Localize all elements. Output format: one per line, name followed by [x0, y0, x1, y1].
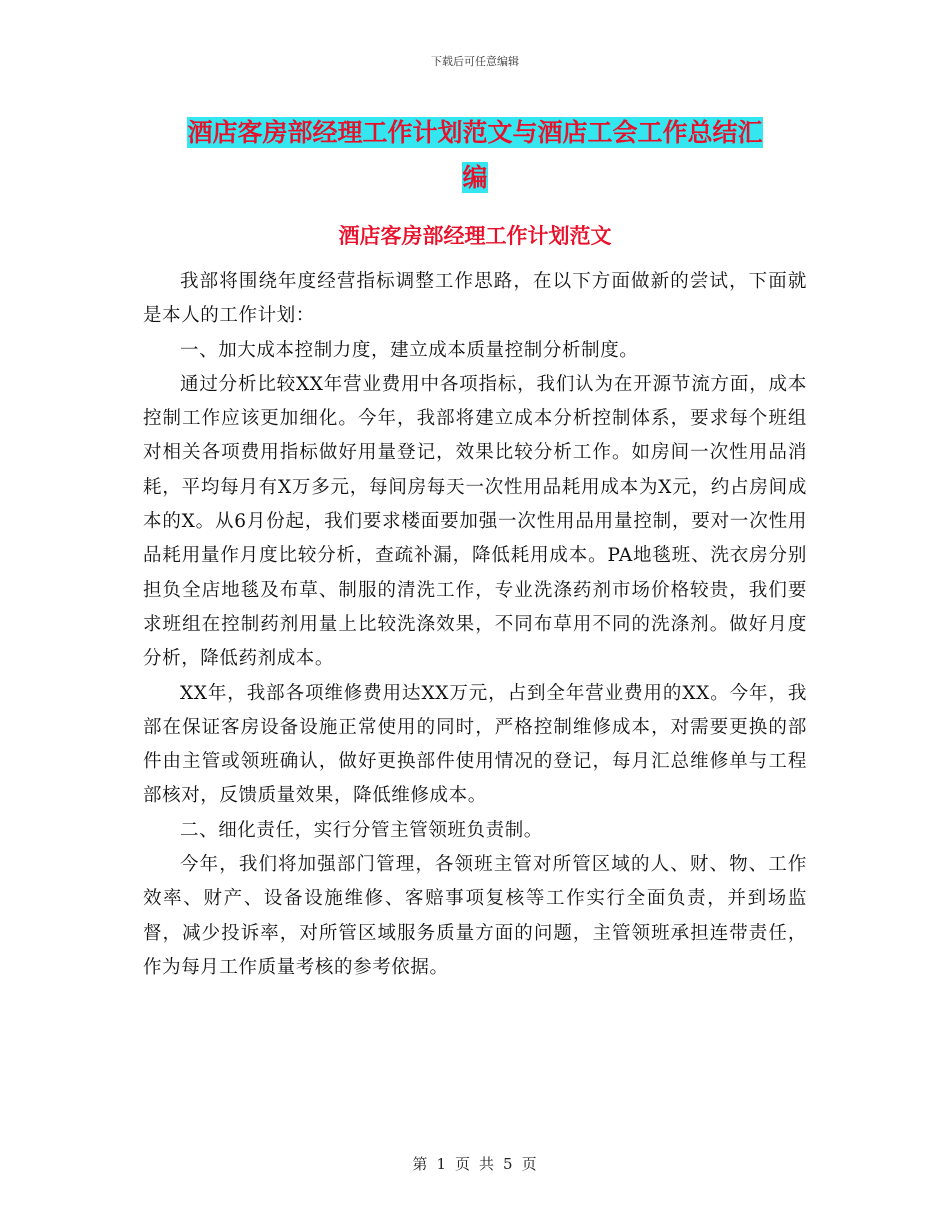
footer-total-label: 共	[479, 1155, 496, 1173]
paragraph: 一、加大成本控制力度，建立成本质量控制分析制度。	[180, 339, 639, 361]
paragraph: XX年，我部各项维修费用达XX万元，占到全年营业费用的XX。今年，我部在保证客房设备设施正常使用的同时，严格控制维修成本，对需要更换的部件由主管或领班确认，做好更换部件使用情况的登记，每月汇总维修单与工程部核对，反馈质量效果，降低维修成本。	[143, 682, 807, 807]
document-title-line1: 酒店客房部经理工作计划范文与酒店工会工作总结汇	[187, 118, 763, 147]
page-footer	[0, 1153, 950, 1174]
footer-total-pages: 5	[503, 1155, 514, 1173]
footer-current-page: 1	[436, 1155, 447, 1173]
paragraph: 二、细化责任，实行分管主管领班负责制。	[180, 819, 543, 841]
footer-page-label: 页	[454, 1155, 471, 1173]
paragraph: 今年，我们将加强部门管理，各领班主管对所管区域的人、财、物、工作效率、财产、设备设施维修、客赔事项复核等工作实行全面负责，并到场监督，减少投诉率，对所管区域服务质量方面的问题，主管领班承担连带责任，作为每月工作质量考核的参考依据。	[143, 854, 807, 978]
footer-prefix: 第	[412, 1155, 429, 1173]
paragraph: 我部将围绕年度经营指标调整工作思路，在以下方面做新的尝试，下面就是本人的工作计划：	[143, 271, 807, 327]
footer-suffix: 页	[521, 1155, 538, 1173]
document-body	[143, 265, 807, 985]
document-title-line2: 编	[462, 163, 488, 192]
document-title	[150, 110, 800, 200]
header-note: 下载后可任意编辑	[431, 55, 519, 68]
paragraph: 通过分析比较XX年营业费用中各项指标，我们认为在开源节流方面，成本控制工作应该更加细化。今年，我部将建立成本分析控制体系，要求每个班组对相关各项费用指标做好用量登记，效果比较分析工作。如房间一次性用品消耗，平均每月有X万多元，每间房每天一次性用品耗用成本为X元，约占房间成本的X。从6月份起，我们要求楼面要加强一次性用品用量控制，要对一次性用品耗用量作月度比较分析，查疏补漏，降低耗用成本。PA地毯班、洗衣房分别担负全店地毯及布草、制服的清洗工作，专业洗涤药剂市场价格较贵，我们要求班组在控制药剂用量上比较洗涤效果，不同布草用不同的洗涤剂。做好月度分析，降低药剂成本。	[143, 373, 807, 670]
section-title: 酒店客房部经理工作计划范文	[338, 223, 612, 248]
